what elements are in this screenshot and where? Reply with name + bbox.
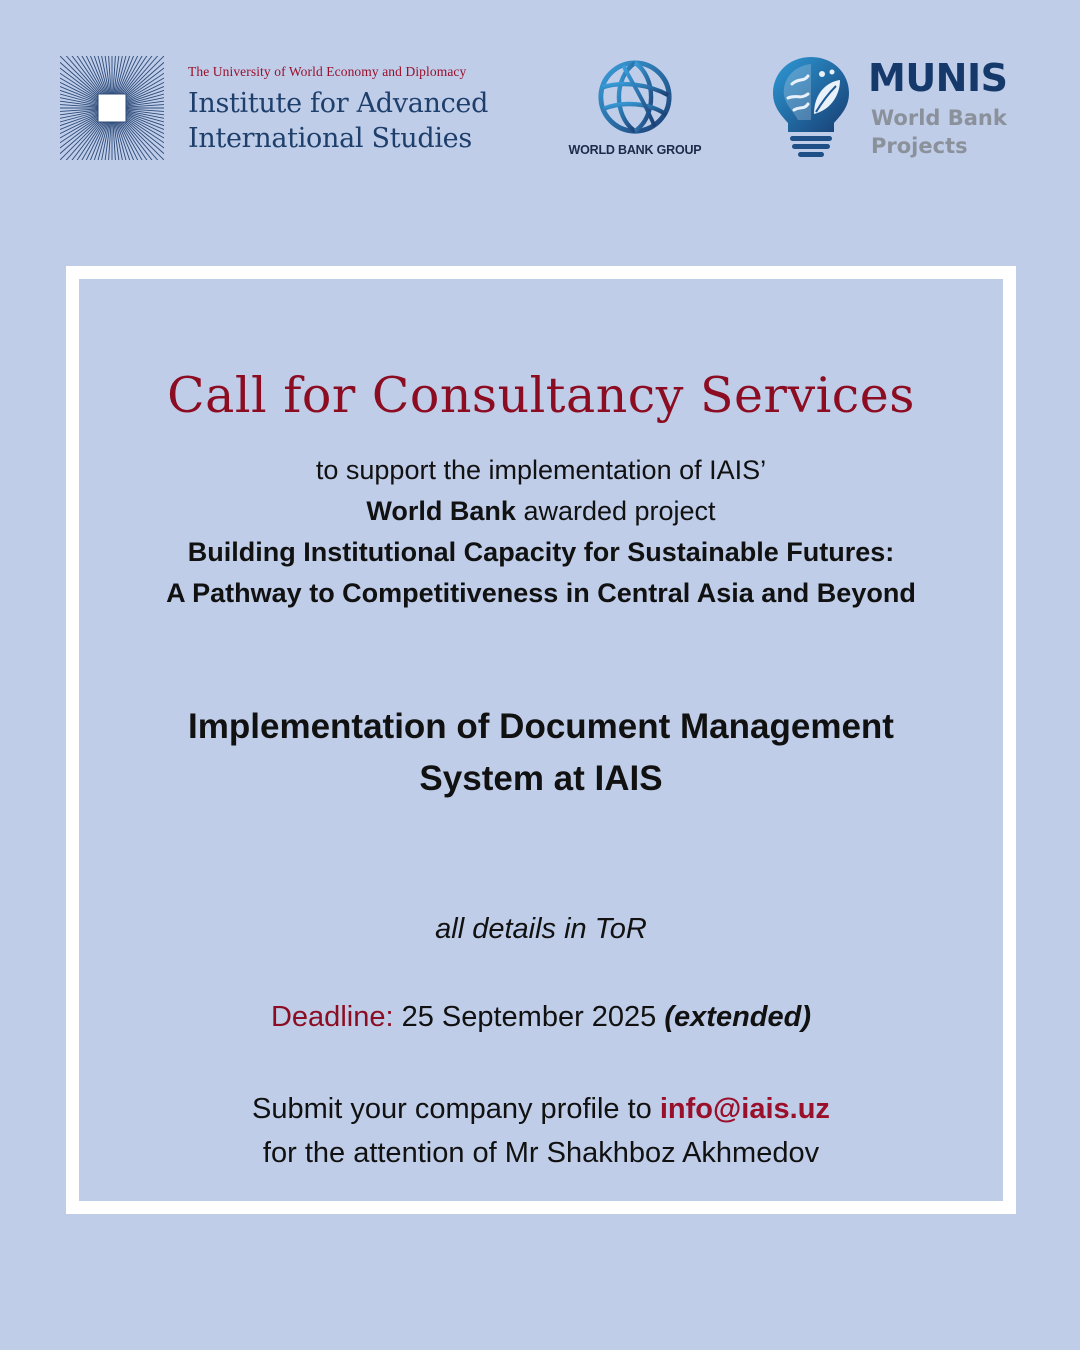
intro-line: to support the implementation of IAIS’	[315, 455, 767, 485]
world-bank-label: WORLD BANK GROUP	[568, 143, 702, 157]
intro-block	[79, 450, 1003, 614]
institute-name-line1: Institute for Advanced	[188, 88, 489, 119]
submit-email-link[interactable]: info@iais.uz	[659, 1093, 830, 1125]
munis-subtitle	[871, 104, 1007, 160]
sunburst-emblem-icon	[60, 56, 164, 160]
project-title-line1: Building Institutional Capacity for Sustainable Futures:	[187, 537, 895, 567]
iais-logo-text	[188, 64, 488, 156]
munis-title: MUNIS	[868, 56, 1008, 100]
institute-name-line2: International Studies	[188, 123, 472, 154]
deadline-date: 25 September 2025	[393, 1001, 665, 1033]
awarded-project-text: awarded project	[515, 496, 716, 526]
intro-line-world-bank	[79, 491, 1003, 532]
submit-block	[79, 1087, 1003, 1175]
call-title: Call for Consultancy Services	[167, 367, 915, 424]
university-name: The University of World Economy and Diplomacy	[188, 64, 467, 79]
institute-name	[188, 86, 488, 156]
submit-line	[79, 1087, 1003, 1131]
announcement-card	[66, 266, 1016, 1214]
task-title	[79, 701, 1003, 805]
munis-subtitle-line1: World Bank	[871, 106, 1007, 130]
attention-line: for the attention of Mr Shakhboz Akhmedov	[262, 1137, 820, 1169]
munis-subtitle-line2: Projects	[871, 134, 968, 158]
deadline-label: Deadline:	[270, 1001, 394, 1033]
deadline-extended-note: (extended)	[664, 1001, 812, 1033]
submit-text: Submit your company profile to	[252, 1093, 660, 1125]
brain-bulb-icon	[770, 54, 852, 158]
world-bank-bold: World Bank	[366, 496, 516, 526]
munis-logo	[770, 54, 1030, 164]
deadline	[79, 1001, 1003, 1034]
details-note: all details in ToR	[435, 913, 647, 945]
iais-logo	[60, 56, 510, 162]
task-title-line1: Implementation of Document Management	[188, 707, 894, 746]
world-bank-globe-icon	[596, 58, 674, 136]
world-bank-logo	[560, 56, 710, 161]
project-title-line2: A Pathway to Competitiveness in Central Asia and Beyond	[166, 578, 916, 608]
task-title-line2: System at IAIS	[419, 759, 663, 798]
